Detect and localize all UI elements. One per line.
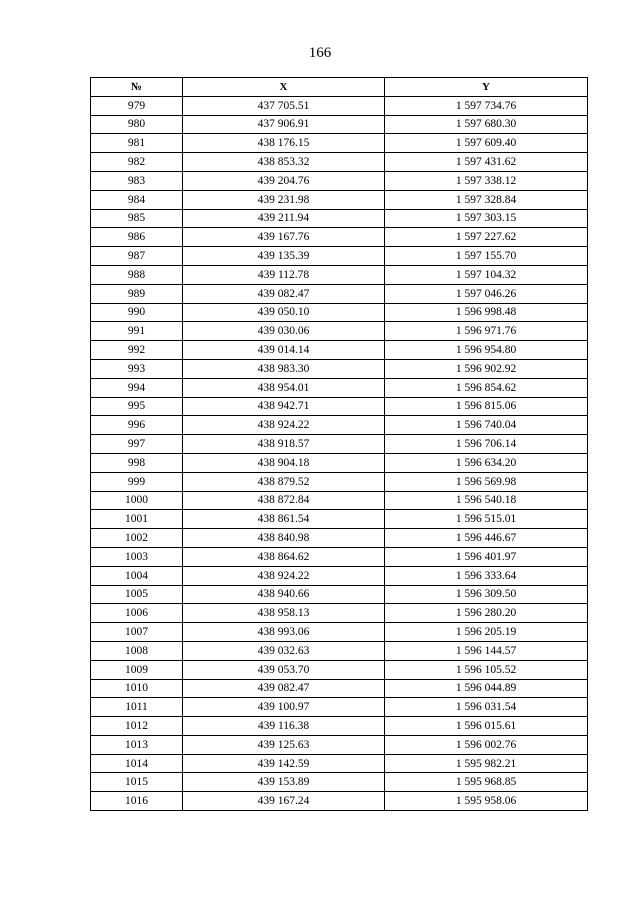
cell-x: 439 014.14 bbox=[183, 341, 385, 360]
cell-number: 990 bbox=[91, 303, 183, 322]
cell-number: 997 bbox=[91, 435, 183, 454]
page-number: 166 bbox=[308, 45, 332, 61]
cell-x: 438 872.84 bbox=[183, 491, 385, 510]
cell-x: 438 954.01 bbox=[183, 378, 385, 397]
cell-y: 1 597 328.84 bbox=[385, 190, 588, 209]
cell-y: 1 596 144.57 bbox=[385, 641, 588, 660]
table-row bbox=[91, 641, 588, 660]
cell-x: 438 840.98 bbox=[183, 529, 385, 548]
cell-x: 439 082.47 bbox=[183, 679, 385, 698]
cell-x: 439 231.98 bbox=[183, 190, 385, 209]
cell-number: 1014 bbox=[91, 754, 183, 773]
cell-number: 1013 bbox=[91, 735, 183, 754]
cell-number: 1004 bbox=[91, 566, 183, 585]
cell-x: 438 924.22 bbox=[183, 416, 385, 435]
cell-number: 983 bbox=[91, 171, 183, 190]
table-row bbox=[91, 209, 588, 228]
cell-y: 1 597 155.70 bbox=[385, 247, 588, 266]
cell-y: 1 596 634.20 bbox=[385, 453, 588, 472]
cell-number: 1015 bbox=[91, 773, 183, 792]
cell-number: 1003 bbox=[91, 547, 183, 566]
cell-y: 1 596 333.64 bbox=[385, 566, 588, 585]
table-row bbox=[91, 529, 588, 548]
cell-x: 437 705.51 bbox=[183, 96, 385, 115]
table-row bbox=[91, 510, 588, 529]
table-row bbox=[91, 153, 588, 172]
cell-y: 1 596 044.89 bbox=[385, 679, 588, 698]
cell-x: 438 958.13 bbox=[183, 604, 385, 623]
cell-number: 994 bbox=[91, 378, 183, 397]
table-row bbox=[91, 247, 588, 266]
cell-x: 438 879.52 bbox=[183, 472, 385, 491]
cell-number: 989 bbox=[91, 284, 183, 303]
cell-y: 1 596 205.19 bbox=[385, 623, 588, 642]
cell-x: 438 918.57 bbox=[183, 435, 385, 454]
cell-x: 438 853.32 bbox=[183, 153, 385, 172]
cell-y: 1 597 680.30 bbox=[385, 115, 588, 134]
cell-y: 1 597 046.26 bbox=[385, 284, 588, 303]
cell-x: 439 153.89 bbox=[183, 773, 385, 792]
table-row bbox=[91, 623, 588, 642]
column-header-x: X bbox=[183, 78, 385, 97]
cell-number: 982 bbox=[91, 153, 183, 172]
cell-y: 1 596 902.92 bbox=[385, 359, 588, 378]
cell-y: 1 596 401.97 bbox=[385, 547, 588, 566]
table-row bbox=[91, 698, 588, 717]
cell-x: 438 983.30 bbox=[183, 359, 385, 378]
table-row bbox=[91, 359, 588, 378]
table-row bbox=[91, 284, 588, 303]
cell-x: 437 906.91 bbox=[183, 115, 385, 134]
cell-y: 1 596 854.62 bbox=[385, 378, 588, 397]
cell-y: 1 596 815.06 bbox=[385, 397, 588, 416]
cell-y: 1 596 031.54 bbox=[385, 698, 588, 717]
cell-y: 1 596 015.61 bbox=[385, 717, 588, 736]
table-row bbox=[91, 735, 588, 754]
column-header-number: № bbox=[91, 78, 183, 97]
table-row bbox=[91, 322, 588, 341]
table-row bbox=[91, 585, 588, 604]
cell-x: 439 167.24 bbox=[183, 792, 385, 811]
cell-number: 979 bbox=[91, 96, 183, 115]
cell-y: 1 597 431.62 bbox=[385, 153, 588, 172]
table-row bbox=[91, 134, 588, 153]
table-row bbox=[91, 660, 588, 679]
cell-number: 999 bbox=[91, 472, 183, 491]
cell-number: 986 bbox=[91, 228, 183, 247]
cell-number: 980 bbox=[91, 115, 183, 134]
cell-y: 1 597 104.32 bbox=[385, 265, 588, 284]
table-row bbox=[91, 453, 588, 472]
table-row bbox=[91, 491, 588, 510]
table-row bbox=[91, 190, 588, 209]
table-row bbox=[91, 171, 588, 190]
cell-number: 1008 bbox=[91, 641, 183, 660]
cell-y: 1 596 706.14 bbox=[385, 435, 588, 454]
cell-x: 439 167.76 bbox=[183, 228, 385, 247]
cell-y: 1 596 280.20 bbox=[385, 604, 588, 623]
cell-x: 438 940.66 bbox=[183, 585, 385, 604]
cell-y: 1 595 968.85 bbox=[385, 773, 588, 792]
cell-number: 998 bbox=[91, 453, 183, 472]
table-row bbox=[91, 303, 588, 322]
table-row bbox=[91, 265, 588, 284]
cell-y: 1 596 002.76 bbox=[385, 735, 588, 754]
cell-x: 439 135.39 bbox=[183, 247, 385, 266]
cell-x: 439 100.97 bbox=[183, 698, 385, 717]
cell-y: 1 596 998.48 bbox=[385, 303, 588, 322]
cell-y: 1 597 734.76 bbox=[385, 96, 588, 115]
table-row bbox=[91, 679, 588, 698]
cell-y: 1 595 958.06 bbox=[385, 792, 588, 811]
cell-number: 1009 bbox=[91, 660, 183, 679]
cell-y: 1 596 446.67 bbox=[385, 529, 588, 548]
cell-y: 1 596 515.01 bbox=[385, 510, 588, 529]
table-row bbox=[91, 547, 588, 566]
cell-y: 1 596 569.98 bbox=[385, 472, 588, 491]
cell-y: 1 597 338.12 bbox=[385, 171, 588, 190]
cell-x: 438 904.18 bbox=[183, 453, 385, 472]
cell-x: 439 032.63 bbox=[183, 641, 385, 660]
cell-number: 985 bbox=[91, 209, 183, 228]
cell-y: 1 597 227.62 bbox=[385, 228, 588, 247]
table-row bbox=[91, 341, 588, 360]
cell-x: 438 864.62 bbox=[183, 547, 385, 566]
cell-number: 988 bbox=[91, 265, 183, 284]
table-row bbox=[91, 378, 588, 397]
table-row bbox=[91, 773, 588, 792]
table-row bbox=[91, 472, 588, 491]
cell-y: 1 596 971.76 bbox=[385, 322, 588, 341]
cell-number: 1012 bbox=[91, 717, 183, 736]
cell-x: 438 942.71 bbox=[183, 397, 385, 416]
cell-x: 439 125.63 bbox=[183, 735, 385, 754]
cell-y: 1 595 982.21 bbox=[385, 754, 588, 773]
table-row bbox=[91, 604, 588, 623]
cell-number: 1007 bbox=[91, 623, 183, 642]
table-row bbox=[91, 792, 588, 811]
cell-y: 1 596 540.18 bbox=[385, 491, 588, 510]
cell-number: 984 bbox=[91, 190, 183, 209]
cell-number: 1001 bbox=[91, 510, 183, 529]
cell-number: 981 bbox=[91, 134, 183, 153]
cell-x: 439 050.10 bbox=[183, 303, 385, 322]
cell-y: 1 596 309.50 bbox=[385, 585, 588, 604]
cell-x: 439 030.06 bbox=[183, 322, 385, 341]
table-row bbox=[91, 717, 588, 736]
table-header-row bbox=[91, 78, 588, 97]
cell-number: 991 bbox=[91, 322, 183, 341]
cell-x: 438 924.22 bbox=[183, 566, 385, 585]
cell-number: 1011 bbox=[91, 698, 183, 717]
cell-number: 995 bbox=[91, 397, 183, 416]
cell-x: 438 861.54 bbox=[183, 510, 385, 529]
cell-number: 996 bbox=[91, 416, 183, 435]
coordinates-table bbox=[90, 77, 588, 811]
cell-y: 1 596 740.04 bbox=[385, 416, 588, 435]
cell-x: 439 204.76 bbox=[183, 171, 385, 190]
cell-y: 1 596 954.80 bbox=[385, 341, 588, 360]
column-header-y: Y bbox=[385, 78, 588, 97]
table-row bbox=[91, 416, 588, 435]
table-row bbox=[91, 115, 588, 134]
cell-number: 1002 bbox=[91, 529, 183, 548]
cell-number: 1005 bbox=[91, 585, 183, 604]
table-row bbox=[91, 228, 588, 247]
cell-x: 439 211.94 bbox=[183, 209, 385, 228]
cell-number: 1010 bbox=[91, 679, 183, 698]
table-row bbox=[91, 96, 588, 115]
cell-y: 1 597 303.15 bbox=[385, 209, 588, 228]
cell-y: 1 596 105.52 bbox=[385, 660, 588, 679]
cell-x: 439 112.78 bbox=[183, 265, 385, 284]
table-row bbox=[91, 435, 588, 454]
cell-x: 439 116.38 bbox=[183, 717, 385, 736]
cell-number: 1016 bbox=[91, 792, 183, 811]
cell-x: 439 142.59 bbox=[183, 754, 385, 773]
cell-number: 1000 bbox=[91, 491, 183, 510]
cell-number: 987 bbox=[91, 247, 183, 266]
table-row bbox=[91, 754, 588, 773]
cell-x: 438 993.06 bbox=[183, 623, 385, 642]
cell-x: 439 053.70 bbox=[183, 660, 385, 679]
cell-number: 993 bbox=[91, 359, 183, 378]
cell-x: 439 082.47 bbox=[183, 284, 385, 303]
cell-number: 992 bbox=[91, 341, 183, 360]
table-body bbox=[91, 96, 588, 810]
cell-x: 438 176.15 bbox=[183, 134, 385, 153]
table-row bbox=[91, 566, 588, 585]
cell-y: 1 597 609.40 bbox=[385, 134, 588, 153]
cell-number: 1006 bbox=[91, 604, 183, 623]
table-row bbox=[91, 397, 588, 416]
